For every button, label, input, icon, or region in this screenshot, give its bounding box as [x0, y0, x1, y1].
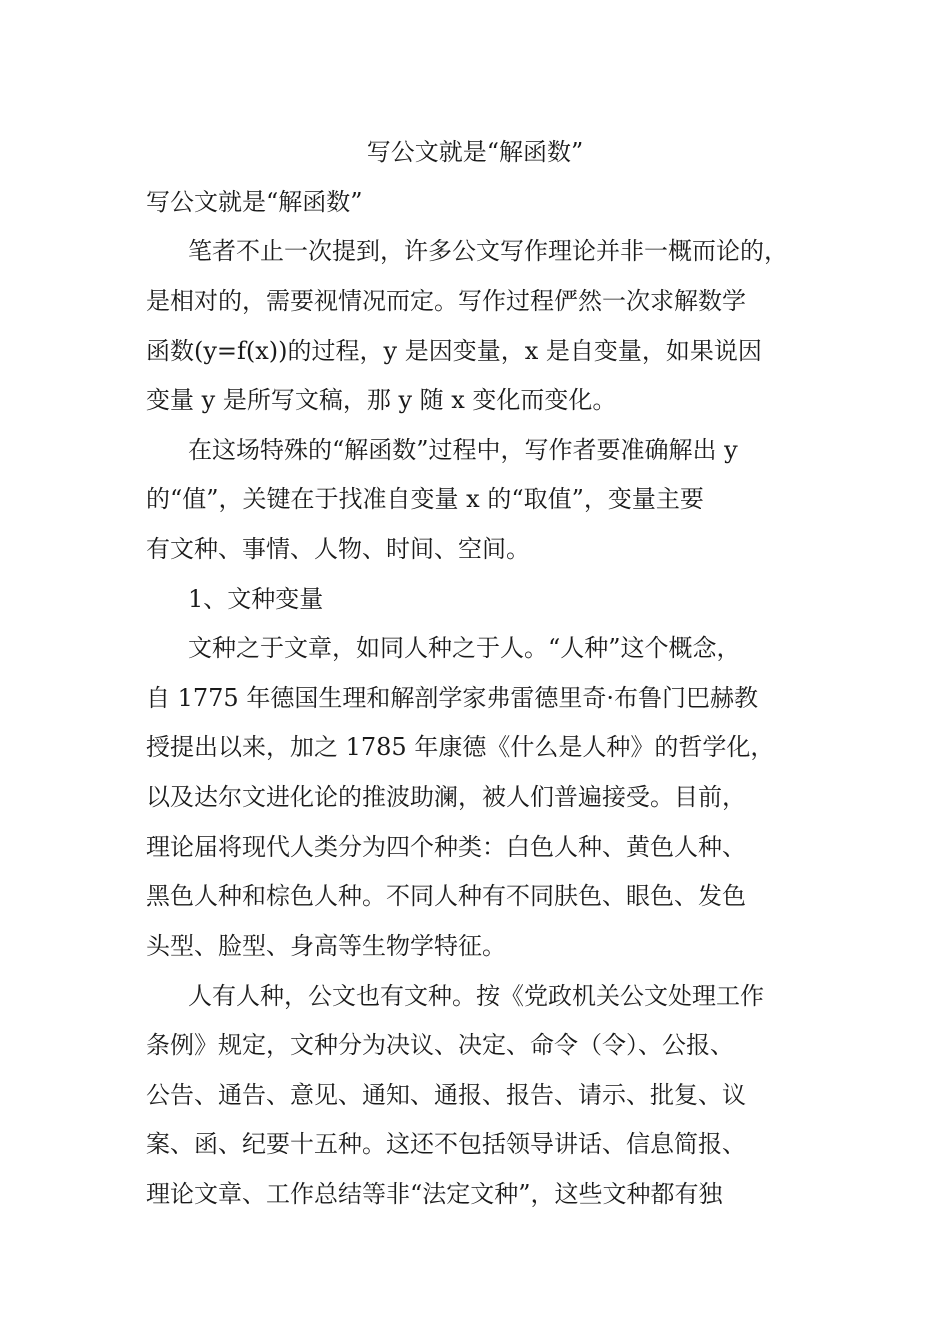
- paragraph-line: 以及达尔文进化论的推波助澜，被人们普遍接受。目前，: [146, 783, 746, 811]
- paragraph-line: 变量 y 是所写文稿，那 y 随 x 变化而变化。: [146, 386, 617, 414]
- paragraph-line: 理论届将现代人类分为四个种类：白色人种、黄色人种、: [146, 833, 746, 861]
- paragraph-line: 条例》规定，文种分为决议、决定、命令（令）、公报、: [146, 1031, 734, 1059]
- subtitle-line: 写公文就是“解函数”: [146, 188, 363, 216]
- section-heading: 1、文种变量: [188, 585, 324, 613]
- paragraph-line: 笔者不止一次提到，许多公文写作理论并非一概而论的，: [188, 237, 788, 265]
- paragraph-line: 的“值”，关键在于找准自变量 x 的“取值”，变量主要: [146, 485, 704, 513]
- paragraph-line: 案、函、纪要十五种。这还不包括领导讲话、信息简报、: [146, 1130, 746, 1158]
- paragraph-line: 理论文章、工作总结等非“法定文种”，这些文种都有独: [146, 1180, 723, 1208]
- paragraph-line: 函数(y=f(x))的过程，y 是因变量，x 是自变量，如果说因: [146, 337, 762, 365]
- paragraph-line: 黑色人种和棕色人种。不同人种有不同肤色、眼色、发色: [146, 882, 746, 910]
- paragraph-line: 公告、通告、意见、通知、通报、报告、请示、批复、议: [146, 1081, 746, 1109]
- paragraph-line: 人有人种，公文也有文种。按《党政机关公文处理工作: [188, 982, 764, 1010]
- paragraph-line: 有文种、事情、人物、时间、空间。: [146, 535, 530, 563]
- document-title: 写公文就是“解函数”: [366, 138, 584, 166]
- paragraph-line: 头型、脸型、身高等生物学特征。: [146, 932, 506, 960]
- paragraph-line: 自 1775 年德国生理和解剖学家弗雷德里奇·布鲁门巴赫教: [146, 684, 758, 712]
- paragraph-line: 文种之于文章，如同人种之于人。“人种”这个概念，: [188, 634, 741, 662]
- paragraph-line: 是相对的，需要视情况而定。写作过程俨然一次求解数学: [146, 287, 746, 315]
- paragraph-line: 授提出以来，加之 1785 年康德《什么是人种》的哲学化，: [146, 733, 775, 761]
- paragraph-line: 在这场特殊的“解函数”过程中，写作者要准确解出 y: [188, 436, 738, 464]
